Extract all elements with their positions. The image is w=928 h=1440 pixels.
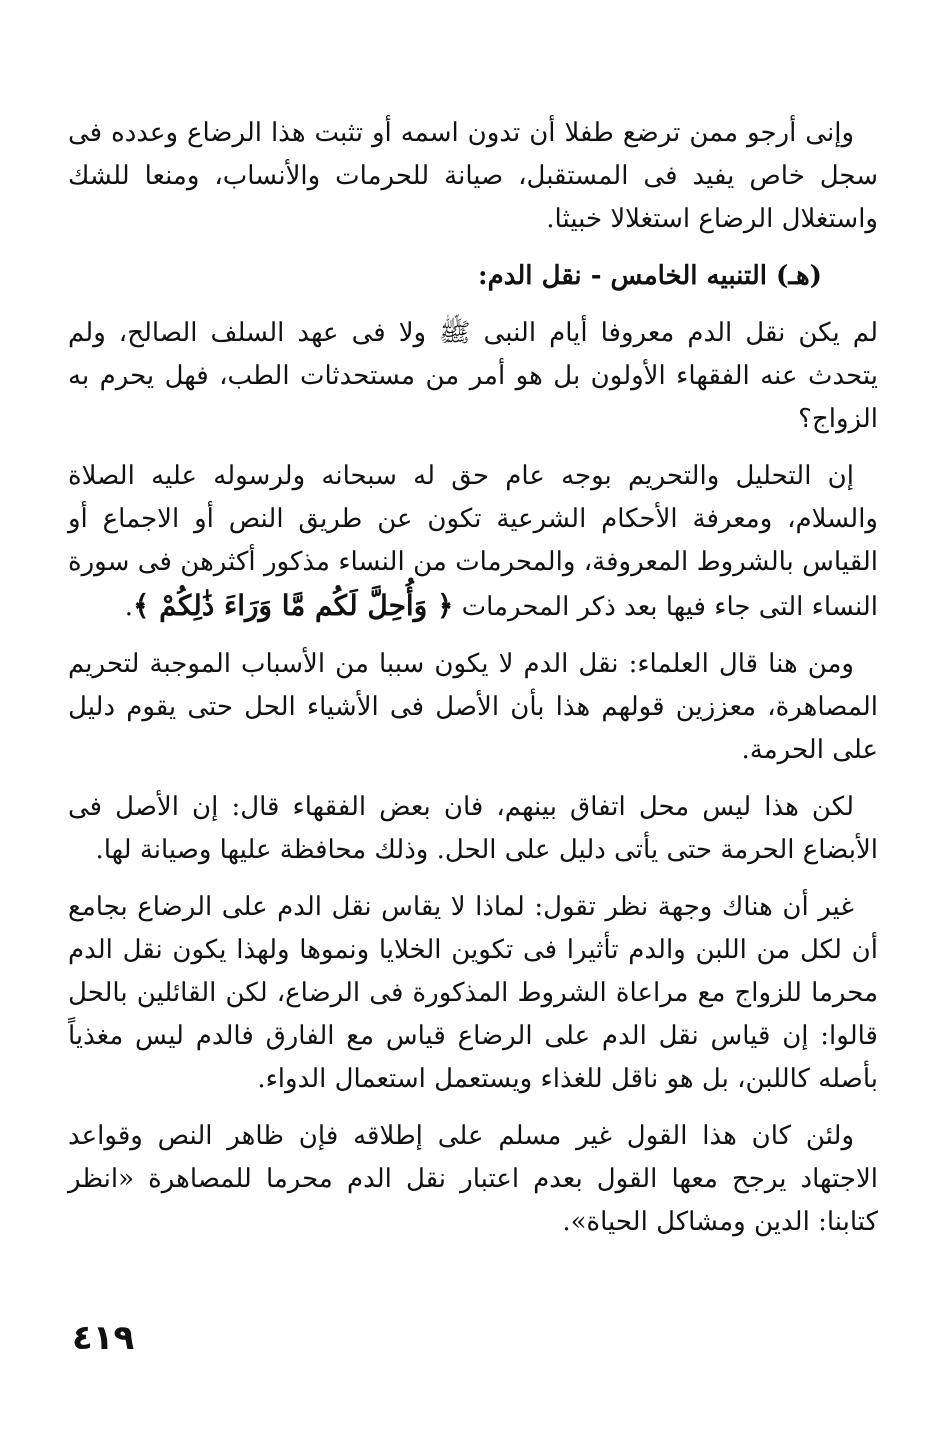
paragraph-text: ولئن كان هذا القول غير مسلم على إطلاقه فإن ظاهر النص وقواعد الاجتهاد يرجح معها القول بعدم اعتبار نقل الدم محرما للمصاهرة «انظر كتابنا: الدين ومشاكل الحياة».: [68, 1121, 878, 1237]
paragraph-text: لم يكن نقل الدم معروفا أيام النبى ﷺ ولا فى عهد السلف الصالح، ولم يتحدث عنه الفقهاء الأولون بل هو أمر من مستحدثات الطب، فهل يحرم به الزواج؟: [68, 318, 878, 434]
paragraph-text: لكن هذا ليس محل اتفاق بينهم، فان بعض الفقهاء قال: إن الأصل فى الأبضاع الحرمة حتى يأتى دليل على الحل. وذلك محافظة عليها وصيانة لها.: [68, 792, 878, 865]
paragraph-text: ومن هنا قال العلماء: نقل الدم لا يكون سببا من الأسباب الموجبة لتحريم المصاهرة، معززين قولهم هذا بأن الأصل فى الأشياء الحل حتى يقوم دليل على الحرمة.: [68, 649, 878, 765]
paragraph-scholars-opinion: [68, 643, 878, 772]
paragraph-text: إن التحليل والتحريم بوجه عام حق له سبحانه ولرسوله عليه الصلاة والسلام، ومعرفة الأحكام الشرعية تكون عن طريق النص أو الاجماع أو القياس بالشروط المعروفة، والمحرمات من النساء مذكور أكثرهن فى سورة النساء التى جاء فيها بعد ذكر المحرمات: [68, 461, 878, 622]
paragraph-disagreement: [68, 786, 878, 872]
paragraph-blood-transfusion-question: [68, 312, 878, 441]
paragraph-text: غير أن هناك وجهة نظر تقول: لماذا لا يقاس نقل الدم على الرضاع بجامع أن لكل من اللبن والدم تأثيرا فى تكوين الخلايا ونموها ولهذا يكون نقل الدم محرما للزواج مع مراعاة الشروط المذكورة فى الرضاع، لكن القائلين بالحل قالوا: إن قياس نقل الدم على الرضاع قياس مع الفارق فالدم ليس مغذياً بأصله كاللبن، بل هو ناقل للغذاء ويستعمل استعمال الدواء.: [68, 892, 878, 1094]
section-heading: (هـ) التنبيه الخامس - نقل الدم:: [478, 261, 822, 291]
page-number: ٤١٩: [72, 1318, 135, 1358]
paragraph-analogy-view: [68, 886, 878, 1101]
paragraph-conclusion: [68, 1115, 878, 1244]
paragraph-end: .: [124, 592, 134, 622]
page-body: [68, 112, 878, 1258]
paragraph-text: وإنى أرجو ممن ترضع طفلا أن تدون اسمه أو تثبت هذا الرضاع وعدده فى سجل خاص يفيد فى المستقبل، صيانة للحرمات والأنساب، ومنعا للشك واستغلال الرضاع استغلالا خبيثا.: [68, 118, 878, 234]
quran-verse: ﴿ وَأُحِلَّ لَكُم مَّا وَرَاءَ ذَٰلِكُمْ ﴾: [133, 589, 454, 622]
paragraph-record-keeping: [68, 112, 878, 241]
paragraph-halal-haram-principle: [68, 455, 878, 629]
